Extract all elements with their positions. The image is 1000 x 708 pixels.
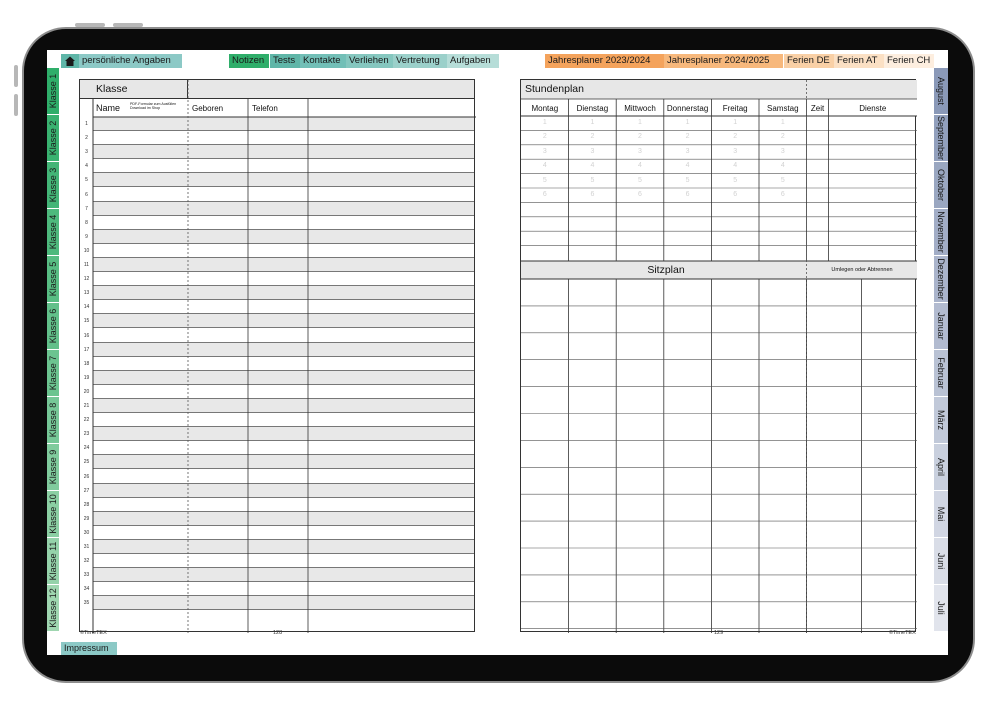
time-header: Zeit: [810, 104, 825, 113]
class-title: Klasse: [96, 83, 128, 95]
period-number: 2: [780, 133, 785, 141]
tab-klasse-label: Klasse 3: [48, 167, 58, 203]
seating-title: Sitzplan: [647, 264, 685, 276]
right-page-number: 129: [714, 630, 724, 636]
tab-month-label: Dezember: [936, 258, 946, 300]
tab-month-10[interactable]: [934, 491, 948, 537]
period-number: 6: [590, 191, 595, 198]
row-number: 9: [85, 233, 88, 240]
period-number: 1: [542, 119, 547, 126]
tab-klasse-label: Klasse 2: [48, 120, 58, 156]
period-number: 6: [542, 191, 547, 198]
tab-klasse-6[interactable]: [47, 303, 59, 349]
period-number: 3: [542, 147, 547, 155]
row-number: 31: [83, 544, 90, 550]
tab-jahresplaner-2023-2024[interactable]: Jahresplaner 2023/2024: [545, 54, 664, 68]
period-number: 1: [590, 119, 595, 126]
right-copyright: ©TimeTEX: [889, 630, 916, 636]
period-number: 3: [733, 147, 738, 155]
row-number: 20: [83, 388, 90, 395]
planner-screen: [47, 50, 948, 655]
tab-klasse-label: Klasse 4: [48, 214, 58, 250]
row-number: 3: [85, 149, 88, 156]
row-number: 4: [85, 163, 88, 170]
period-number: 5: [733, 176, 738, 184]
tab-klasse-label: Klasse 5: [48, 261, 58, 297]
row-number: 12: [83, 276, 90, 283]
day-header-samstag: Samstag: [767, 104, 799, 113]
period-number: 4: [542, 162, 547, 170]
tab-notizen[interactable]: Notizen: [229, 54, 269, 68]
row-number: 33: [83, 572, 90, 579]
seating-note: Umlegen oder Abtrennen: [831, 267, 893, 273]
tab-klasse-2[interactable]: [47, 115, 59, 161]
tab-klasse-3[interactable]: [47, 162, 59, 208]
row-number: 10: [83, 247, 90, 254]
tab-month-label: August: [936, 76, 946, 106]
tab-month-12[interactable]: [934, 585, 948, 631]
period-number: 5: [685, 176, 690, 184]
tab-klasse-4[interactable]: [47, 209, 59, 255]
tab-klasse-label: Klasse 6: [48, 308, 58, 344]
row-number: 24: [83, 445, 90, 452]
tab-impressum[interactable]: Impressum: [61, 642, 117, 655]
tab-klasse-11[interactable]: [47, 538, 59, 584]
period-number: 1: [733, 119, 738, 126]
tab-month-3[interactable]: [934, 162, 948, 208]
period-number: 3: [685, 147, 690, 155]
row-number: 8: [85, 219, 88, 226]
tab-ferien-de[interactable]: Ferien DE: [784, 54, 834, 68]
period-number: 4: [733, 162, 738, 170]
tab-klasse-9[interactable]: [47, 444, 59, 490]
period-number: 6: [780, 191, 785, 198]
row-number: 22: [83, 417, 90, 424]
power-button: [75, 23, 105, 27]
row-number: 28: [83, 501, 90, 508]
period-number: 1: [685, 119, 690, 126]
row-number: 27: [83, 487, 90, 494]
tab-ferien-ch[interactable]: Ferien CH: [884, 54, 934, 68]
row-number: 11: [83, 262, 90, 268]
timetable-page: [520, 79, 916, 632]
left-page-number: 128: [273, 630, 283, 636]
tab-month-label: April: [936, 457, 946, 477]
period-number: 4: [590, 162, 595, 170]
volume-button-down: [14, 94, 18, 116]
period-number: 3: [638, 147, 642, 155]
row-number: 17: [83, 346, 90, 353]
row-number: 26: [83, 473, 90, 480]
day-header-freitag: Freitag: [722, 104, 748, 113]
period-number: 3: [590, 147, 595, 155]
power-button-2: [113, 23, 143, 27]
period-number: 2: [733, 133, 738, 141]
tab-klasse-1[interactable]: [47, 68, 59, 114]
column-header-name: Name: [96, 103, 121, 113]
period-number: 5: [780, 176, 785, 184]
tab-month-label: März: [936, 410, 946, 430]
tab-klasse-8[interactable]: [47, 397, 59, 443]
row-number: 19: [83, 374, 90, 381]
tab-month-9[interactable]: [934, 444, 948, 490]
duties-header: Dienste: [859, 104, 887, 113]
tab-klasse-10[interactable]: [47, 491, 59, 537]
period-number: 5: [638, 176, 642, 184]
class-list-page: [79, 79, 475, 632]
tab-klasse-5[interactable]: [47, 256, 59, 302]
tab-month-4[interactable]: [934, 209, 948, 255]
period-number: 6: [733, 191, 738, 198]
timetable-title: Stundenplan: [525, 83, 584, 95]
tab-month-5[interactable]: [934, 256, 948, 302]
row-number: 2: [85, 135, 88, 142]
tab-klasse-7[interactable]: [47, 350, 59, 396]
period-number: 4: [780, 162, 785, 170]
row-number: 21: [83, 403, 90, 409]
period-number: 3: [780, 147, 785, 155]
tab-month-2[interactable]: [934, 115, 948, 161]
row-number: 23: [83, 431, 90, 438]
period-number: 6: [638, 191, 642, 198]
row-number: 18: [83, 360, 90, 367]
tab-jahresplaner-2024-2025[interactable]: Jahresplaner 2024/2025: [664, 54, 783, 68]
period-number: 4: [638, 162, 642, 170]
row-number: 7: [85, 205, 88, 212]
row-number: 5: [85, 177, 88, 184]
day-header-mittwoch: Mittwoch: [624, 104, 656, 113]
tab-month-label: Juni: [936, 552, 946, 570]
tab-ferien-at[interactable]: Ferien AT: [834, 54, 884, 68]
row-number: 14: [83, 304, 90, 311]
column-header-phone: Telefon: [252, 104, 278, 113]
row-number: 29: [83, 515, 90, 522]
row-number: 34: [83, 586, 90, 593]
row-number: 1: [85, 121, 88, 127]
tab-klasse-label: Klasse 10: [48, 494, 58, 534]
tab-month-6[interactable]: [934, 303, 948, 349]
tab-kontakte[interactable]: Kontakte: [300, 54, 346, 68]
period-number: 6: [685, 191, 690, 198]
tab-klasse-label: Klasse 8: [48, 402, 58, 438]
tab-month-1[interactable]: [934, 68, 948, 114]
period-number: 4: [685, 162, 690, 170]
tab-klasse-label: Klasse 12: [48, 588, 58, 628]
period-number: 1: [638, 119, 642, 126]
class-list-grid: [80, 80, 476, 633]
period-number: 2: [542, 133, 547, 141]
day-header-montag: Montag: [531, 104, 559, 113]
row-number: 15: [83, 318, 90, 325]
row-number: 6: [85, 191, 88, 198]
tab-verliehen[interactable]: Verliehen: [346, 54, 393, 68]
tab-month-label: Oktober: [936, 168, 946, 202]
period-number: 5: [542, 176, 547, 184]
left-copyright: ©TimeTEX: [80, 630, 107, 636]
tab-month-8[interactable]: [934, 397, 948, 443]
tab-month-label: November: [936, 211, 946, 253]
tab-month-label: Mai: [936, 506, 946, 522]
tab-aufgaben[interactable]: Aufgaben: [447, 54, 499, 68]
day-header-dienstag: Dienstag: [576, 104, 609, 113]
tab-month-label: Februar: [936, 357, 946, 389]
tab-month-label: Juli: [936, 601, 946, 615]
period-number: 2: [685, 133, 690, 141]
period-number: 2: [590, 133, 595, 141]
home-icon: [64, 55, 76, 67]
column-header-born: Geboren: [192, 104, 224, 113]
volume-button-up: [14, 65, 18, 87]
tab-month-11[interactable]: [934, 538, 948, 584]
tab-klasse-label: Klasse 1: [48, 73, 58, 109]
period-number: 5: [590, 176, 595, 184]
row-number: 16: [83, 332, 90, 339]
period-number: 1: [780, 119, 785, 126]
tab-klasse-label: Klasse 11: [48, 541, 58, 581]
row-number: 25: [83, 459, 90, 466]
period-number: 2: [638, 133, 642, 141]
tab-klasse-12[interactable]: [47, 585, 59, 631]
tab-persoenliche-angaben[interactable]: persönliche Angaben: [79, 54, 182, 68]
tab-vertretung[interactable]: Vertretung: [393, 54, 447, 68]
tab-tests[interactable]: Tests: [270, 54, 300, 68]
row-number: 13: [83, 290, 90, 297]
column-header-note: PDF-Formular zum Ausfüllen Download im Shop: [130, 102, 177, 111]
tab-month-7[interactable]: [934, 350, 948, 396]
day-header-donnerstag: Donnerstag: [666, 104, 709, 113]
row-number: 32: [83, 558, 90, 565]
tab-month-label: September: [936, 115, 946, 161]
row-number: 30: [83, 529, 90, 536]
tab-klasse-label: Klasse 7: [48, 355, 58, 391]
tab-month-label: Januar: [936, 312, 946, 340]
row-number: 35: [83, 600, 90, 607]
tab-klasse-label: Klasse 9: [48, 449, 58, 485]
